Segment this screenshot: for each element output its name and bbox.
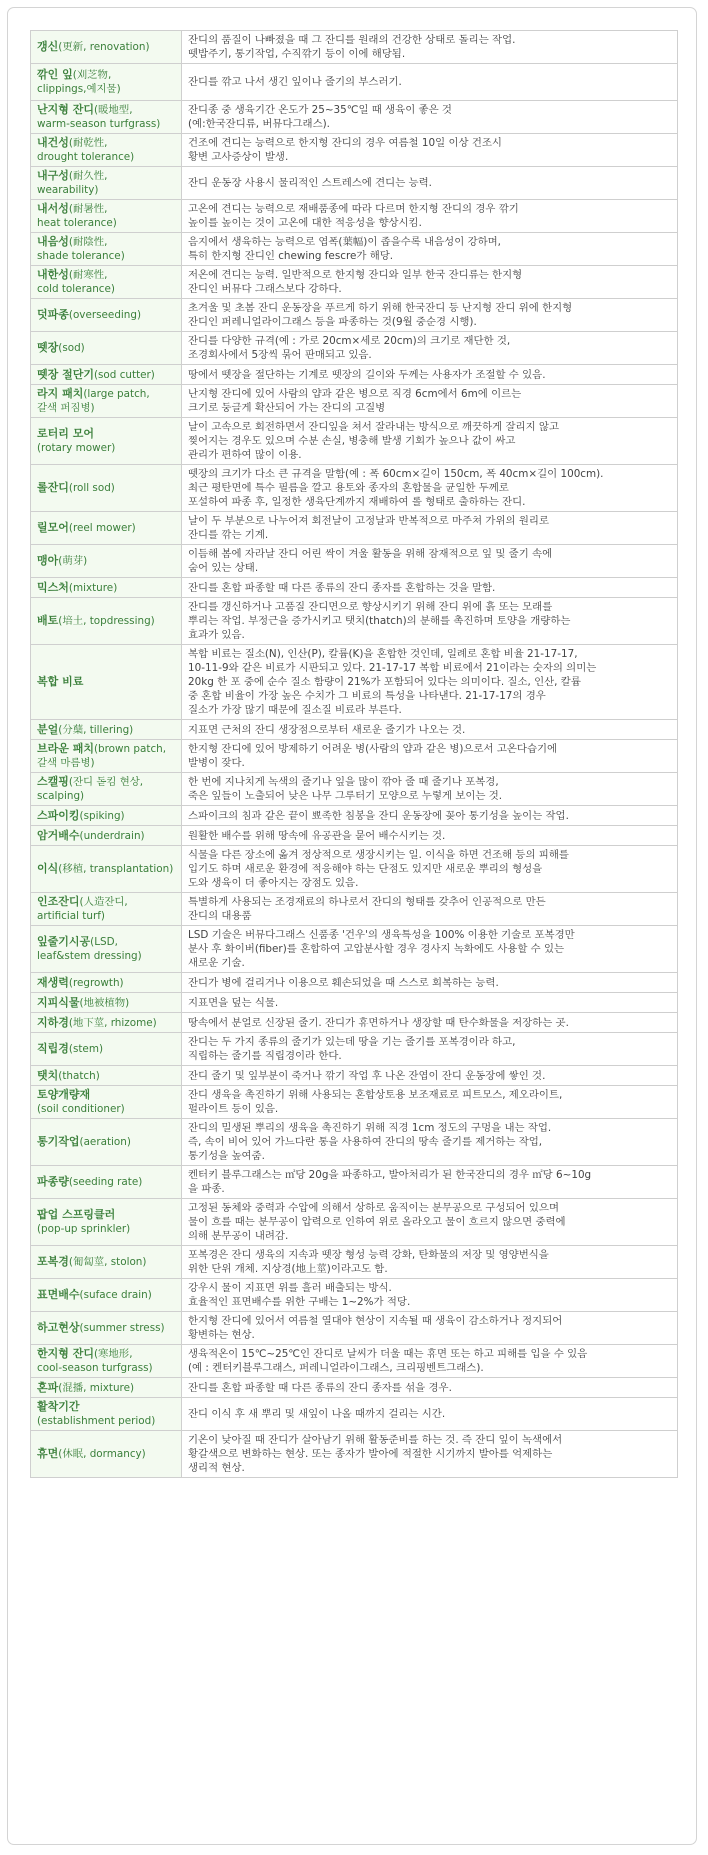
table-row (31, 826, 678, 846)
term-subtitle: (休眠, dormancy) (58, 1448, 146, 1460)
table-row (31, 1279, 678, 1312)
table-row (31, 846, 678, 893)
turf-glossary-table (30, 30, 678, 1478)
term-cell (31, 31, 182, 64)
term-name: 포복경 (37, 1255, 69, 1268)
definition-text: 한 번에 지나치게 녹색의 줄기나 잎을 많이 깎아 줄 때 줄기나 포복경, 죽은 잎들이 노출되어 낮은 나무 그루터기 모양으로 누렇게 보이는 것. (188, 776, 503, 802)
definition-text: 잔디 운동장 사용시 물리적인 스트레스에 견디는 능력. (188, 177, 432, 189)
definition-cell (182, 1086, 678, 1119)
term-name: 뗏장 (37, 341, 59, 354)
table-row (31, 1066, 678, 1086)
term-subtitle: (seeding rate) (68, 1176, 143, 1188)
definition-text: 잔디를 다양한 규격(예 : 가로 20cm×세로 20cm)의 크기로 재단한 것, 조경회사에서 5장씩 묶어 판매되고 있음. (188, 335, 511, 361)
definition-cell (182, 385, 678, 418)
term-name: 재생력 (37, 975, 69, 989)
term-name: 통기작업 (37, 1135, 80, 1148)
definition-cell (182, 101, 678, 134)
definition-cell (182, 740, 678, 773)
definition-text: 식물을 다른 장소에 옮겨 정상적으로 생장시키는 일. 이식을 하면 건조해 등의 피해를 입기도 하며 새로운 환경에 적응해야 하는 단점도 있지만 새로운 뿌리의 형성을 도와 생육이 더 좋아지는 장점도 있음. (188, 849, 569, 889)
term-cell (31, 1086, 182, 1119)
term-cell (31, 806, 182, 826)
table-row (31, 926, 678, 973)
definition-text: 스파이크의 침과 같은 끝이 뾰족한 침봉을 잔디 운동장에 꽂아 통기성을 높이는 작업. (188, 809, 569, 822)
table-row (31, 134, 678, 167)
definition-cell (182, 1246, 678, 1279)
definition-cell (182, 512, 678, 545)
definition-text: 생육적온이 15℃~25℃인 잔디로 날씨가 더울 때는 휴면 또는 하고 피해를 입을 수 있음 (예 : 켄터키블루그래스, 퍼레니얼라이그래스, 크리핑벤트그래스). (188, 1348, 588, 1374)
definition-cell (182, 993, 678, 1013)
term-cell (31, 1013, 182, 1033)
term-subtitle: (地下莖, rhizome) (68, 1016, 157, 1029)
definition-cell (182, 1279, 678, 1312)
term-subtitle: (移植, transplantation) (58, 863, 174, 875)
definition-text: 땅속에서 분얼로 신장된 줄기. 잔디가 휴면하거나 생장할 때 탄수화물을 저장하는 곳. (188, 1016, 569, 1029)
term-name: 로터리 모어 (37, 427, 94, 440)
term-cell (31, 578, 182, 598)
definition-text: 지표면 근처의 잔디 생장점으로부터 새로운 줄기가 나오는 것. (188, 723, 466, 736)
table-row (31, 806, 678, 826)
term-name: 맹아 (37, 554, 59, 567)
definition-text: 난지형 잔디에 있어 사람의 얍과 같은 병으로 직경 6cm에서 6m에 이르는 크기로 둥글게 확산되어 가는 잔디의 고질병 (188, 388, 522, 414)
definition-text: 한지형 잔디에 있어 방제하기 어려운 병(사람의 얍과 같은 병)으로서 고온다습기에 발병이 잦다. (188, 743, 558, 769)
table-row (31, 1312, 678, 1345)
term-cell (31, 545, 182, 578)
definition-cell (182, 64, 678, 101)
term-cell (31, 365, 182, 385)
definition-cell (182, 1166, 678, 1199)
term-cell (31, 973, 182, 993)
definition-cell (182, 578, 678, 598)
term-subtitle: (混播, mixture) (58, 1381, 135, 1394)
definition-text: 이듬해 봄에 자라날 잔디 어린 싹이 겨울 활동을 위해 잠재적으로 잎 및 줄기 속에 숨어 있는 상태. (188, 548, 553, 574)
definition-text: 잔디를 혼합 파종할 때 다른 종류의 잔디 종자를 섞을 경우. (188, 1381, 452, 1394)
term-cell (31, 101, 182, 134)
term-name: 내건성 (37, 136, 69, 149)
term-cell (31, 418, 182, 465)
definition-cell (182, 720, 678, 740)
term-name: 덧파종 (37, 308, 69, 321)
definition-text: 고정된 동체와 중력과 수압에 의해서 상하로 움직이는 분무공으로 구성되어 있으며 물이 흐를 때는 분무공이 압력으로 인하여 위로 올라오고 물이 흐르지 않으면 중력에 의해 분무공이 내려감. (188, 1202, 566, 1242)
table-row (31, 1246, 678, 1279)
term-name: 잎줄기시공 (37, 935, 91, 948)
term-subtitle: (刈芝物, clippings,예지물) (37, 69, 121, 95)
table-row (31, 101, 678, 134)
table-row (31, 893, 678, 926)
term-cell (31, 1166, 182, 1199)
term-subtitle: (reel mower) (68, 522, 136, 534)
term-cell (31, 1398, 182, 1431)
term-cell (31, 993, 182, 1013)
term-name: 지피식물 (37, 995, 80, 1009)
term-subtitle: (更新, renovation) (58, 41, 150, 53)
term-cell (31, 1199, 182, 1246)
term-name: 배토 (37, 614, 59, 627)
term-name: 복합 비료 (37, 675, 84, 688)
definition-cell (182, 545, 678, 578)
term-name: 지하경 (37, 1015, 69, 1029)
table-row (31, 1119, 678, 1166)
definition-cell (182, 926, 678, 973)
term-name: 깎인 잎 (37, 68, 73, 81)
term-cell (31, 826, 182, 846)
term-name: 팝업 스프링클러 (37, 1208, 116, 1221)
term-cell (31, 1246, 182, 1279)
table-row (31, 1345, 678, 1378)
term-cell (31, 1279, 182, 1312)
term-name: 활착기간 (37, 1400, 80, 1413)
term-subtitle: (寒地形, cool-season turfgrass) (37, 1348, 153, 1374)
term-subtitle: (暖地型, warm-season turfgrass) (37, 104, 161, 130)
table-row (31, 465, 678, 512)
table-row (31, 1033, 678, 1066)
term-subtitle: (耐陰性, shade tolerance) (37, 236, 125, 262)
table-row (31, 720, 678, 740)
definition-cell (182, 233, 678, 266)
definition-text: 특별하게 사용되는 조경재료의 하나로서 잔디의 형태를 갖추어 인공적으로 만든 잔디의 대용품 (188, 896, 546, 922)
table-row (31, 385, 678, 418)
definition-text: 뗏장의 크기가 다소 큰 규격을 말함(예 : 폭 60cm×길이 150cm, 폭 40cm×길이 100cm). 최근 평탄면에 특수 필름을 깔고 용토와 종자의 혼합물을 균일한 두께로 포설하여 파종 후, 일정한 생육단계까지 재배하여 롤 형태로 출하하는 잔디. (188, 468, 604, 508)
definition-text: 잔디는 두 가지 종류의 줄기가 있는데 땅을 기는 줄기를 포복경이라 하고, 직립하는 줄기를 직립경이라 한다. (188, 1036, 516, 1062)
term-name: 이식 (37, 862, 59, 875)
definition-cell (182, 1345, 678, 1378)
definition-text: 잔디를 갱신하거나 고품질 잔디면으로 향상시키기 위해 잔디 위에 흙 또는 모래를 뿌리는 작업. 부정근을 증가시키고 탯치(thatch)의 분해를 촉진하며 토양을 개량하는 효과가 있음. (188, 601, 571, 641)
definition-text: 한지형 잔디에 있어서 여름철 열대야 현상이 지속될 때 생육이 감소하거나 정지되어 황변하는 현상. (188, 1315, 563, 1341)
table-row (31, 598, 678, 645)
term-subtitle: (萌芽) (58, 555, 88, 567)
term-cell (31, 266, 182, 299)
term-cell (31, 134, 182, 167)
term-subtitle: (underdrain) (79, 829, 145, 842)
term-subtitle: (overseeding) (68, 309, 142, 321)
definition-text: 잔디종 중 생육기간 온도가 25~35℃일 때 생육이 좋은 것 (예:한국잔디류, 버뮤다그래스). (188, 104, 452, 130)
term-subtitle: (培土, topdressing) (58, 615, 155, 627)
definition-cell (182, 1378, 678, 1398)
table-row (31, 578, 678, 598)
definition-text: 고온에 견디는 능력으로 재배품종에 따라 다르며 한지형 잔디의 경우 깎기 높이를 높이는 것이 고온에 대한 적응성을 향상시킴. (188, 203, 519, 229)
term-name: 라지 패치 (37, 387, 84, 400)
table-row (31, 973, 678, 993)
term-name: 내서성 (37, 202, 69, 215)
definition-cell (182, 418, 678, 465)
term-name: 뗏장 절단기 (37, 367, 94, 381)
definition-cell (182, 299, 678, 332)
table-row (31, 266, 678, 299)
definition-cell (182, 806, 678, 826)
term-subtitle: (rotary mower) (37, 442, 116, 454)
table-row (31, 1398, 678, 1431)
term-cell (31, 1312, 182, 1345)
term-subtitle: (耐暑性, heat tolerance) (37, 203, 117, 229)
term-name: 직립경 (37, 1042, 69, 1055)
table-row (31, 645, 678, 720)
term-cell (31, 64, 182, 101)
term-subtitle: (分蘖, tillering) (58, 723, 134, 736)
term-name: 스파이킹 (37, 808, 80, 822)
definition-text: 잔디 줄기 및 잎부분이 죽거나 깎기 작업 후 나온 잔엽이 잔디 운동장에 쌓인 것. (188, 1069, 546, 1082)
table-row (31, 1086, 678, 1119)
definition-text: 날이 두 부분으로 나누어져 회전날이 고정날과 반복적으로 마주쳐 가위의 원리로 잔디를 깎는 기계. (188, 515, 549, 541)
definition-text: 음지에서 생육하는 능력으로 엽폭(葉幅)이 좁을수록 내음성이 강하며, 특히 한지형 잔디인 chewing fescre가 해당. (188, 236, 501, 262)
table-row (31, 512, 678, 545)
term-subtitle: (sod) (58, 342, 85, 354)
table-row (31, 233, 678, 266)
term-name: 분얼 (37, 722, 59, 736)
term-name: 믹스처 (37, 580, 69, 594)
term-name: 표면배수 (37, 1288, 80, 1301)
term-subtitle: (suface drain) (79, 1289, 152, 1301)
table-row (31, 418, 678, 465)
definition-cell (182, 645, 678, 720)
definition-cell (182, 1119, 678, 1166)
definition-text: 잔디를 혼합 파종할 때 다른 종류의 잔디 종자를 혼합하는 것을 말함. (188, 581, 496, 594)
term-name: 탯치 (37, 1068, 59, 1082)
table-row (31, 1166, 678, 1199)
term-cell (31, 1378, 182, 1398)
term-cell (31, 846, 182, 893)
term-subtitle: (地被植物) (79, 996, 130, 1009)
definition-text: 날이 고속으로 회전하면서 잔디잎을 쳐서 잘라내는 방식으로 깨끗하게 잘리지 않고 찢어지는 경우도 있으며 수분 손실, 병충해 발생 기회가 높으나 값이 싸고 관리가 편하여 많이 이용. (188, 421, 559, 461)
definition-cell (182, 598, 678, 645)
table-row (31, 1013, 678, 1033)
definition-cell (182, 773, 678, 806)
definition-cell (182, 365, 678, 385)
definition-text: 원활한 배수를 위해 땅속에 유공관을 묻어 배수시키는 것. (188, 829, 446, 842)
term-cell (31, 465, 182, 512)
term-cell (31, 893, 182, 926)
term-name: 내음성 (37, 235, 69, 248)
term-name: 한지형 잔디 (37, 1347, 94, 1360)
term-name: 난지형 잔디 (37, 103, 94, 116)
term-cell (31, 740, 182, 773)
definition-cell (182, 1398, 678, 1431)
term-cell (31, 720, 182, 740)
table-row (31, 31, 678, 64)
definition-cell (182, 134, 678, 167)
table-row (31, 299, 678, 332)
table-row (31, 1199, 678, 1246)
table-row (31, 740, 678, 773)
table-row (31, 167, 678, 200)
definition-cell (182, 973, 678, 993)
definition-cell (182, 1066, 678, 1086)
term-cell (31, 385, 182, 418)
table-row (31, 332, 678, 365)
term-cell (31, 299, 182, 332)
term-subtitle: (耐寒性, cold tolerance) (37, 269, 115, 295)
term-cell (31, 773, 182, 806)
term-cell (31, 1033, 182, 1066)
definition-cell (182, 200, 678, 233)
term-cell (31, 233, 182, 266)
term-subtitle: (soil conditioner) (37, 1103, 125, 1115)
table-row (31, 993, 678, 1013)
term-cell (31, 1119, 182, 1166)
term-name: 인조잔디 (37, 895, 80, 908)
definition-cell (182, 826, 678, 846)
definition-text: 건조에 견디는 능력으로 한지형 잔디의 경우 여름철 10일 이상 건조시 황변 고사증상이 발생. (188, 137, 502, 163)
term-name: 내한성 (37, 268, 69, 281)
term-subtitle: (匍匐莖, stolon) (68, 1256, 147, 1268)
term-name: 휴면 (37, 1447, 59, 1460)
term-name: 스캘핑 (37, 775, 69, 788)
term-cell (31, 1066, 182, 1086)
definition-cell (182, 266, 678, 299)
table-row (31, 1378, 678, 1398)
table-row (31, 545, 678, 578)
term-name: 하고현상 (37, 1321, 80, 1334)
term-cell (31, 598, 182, 645)
definition-cell (182, 332, 678, 365)
table-row (31, 1431, 678, 1478)
term-subtitle: (establishment period) (37, 1415, 156, 1427)
definition-text: 잔디가 병에 걸리거나 이용으로 훼손되었을 때 스스로 회복하는 능력. (188, 976, 499, 989)
term-subtitle: (brown patch, 갈색 마름병) (37, 743, 167, 769)
definition-text: 잔디 이식 후 새 뿌리 및 새잎이 나올 때까지 걸리는 시간. (188, 1408, 446, 1420)
term-cell (31, 167, 182, 200)
definition-cell (182, 31, 678, 64)
term-cell (31, 926, 182, 973)
term-name: 토양개량재 (37, 1088, 91, 1101)
definition-text: 잔디의 품질이 나빠졌을 때 그 잔디를 원래의 건강한 상태로 돌리는 작업. 뗏밥주기, 통기작업, 수직깎기 등이 이에 해당됨. (188, 34, 516, 60)
term-cell (31, 645, 182, 720)
term-subtitle: (sod cutter) (93, 368, 155, 381)
definition-text: 복합 비료는 질소(N), 인산(P), 칼륨(K)을 혼합한 것인데, 일례로 혼합 비율 21-17-17, 10-11-9와 같은 비료가 시판되고 있다. 21-17-17 복합 비료에서 21이라는 숫자의 의미는 20kg 한 포 중에 순수 질소 함량이 21%가 포함되어 있다는 의미이다. 질소, 인산, 칼륨 중 혼합 비율이 가장 높은 수치가 그 비료의 특성을 나타낸다. 21-17-17의 경우 질소가 가장 많기 때문에 질소질 비료라 부른다. (188, 648, 597, 716)
definition-text: 잔디 생육을 촉진하기 위해 사용되는 혼합상토용 보조재료로 피트모스, 제오라이트, 펄라이트 등이 있음. (188, 1089, 563, 1115)
term-subtitle: (regrowth) (68, 976, 124, 989)
term-cell (31, 512, 182, 545)
term-subtitle: (summer stress) (79, 1322, 165, 1334)
term-subtitle: (spiking) (79, 809, 125, 822)
term-cell (31, 1345, 182, 1378)
definition-cell (182, 846, 678, 893)
definition-cell (182, 1199, 678, 1246)
term-subtitle: (人造잔디, artificial turf) (37, 896, 128, 922)
term-name: 릴모어 (37, 521, 69, 534)
definition-cell (182, 1431, 678, 1478)
term-name: 롤잔디 (37, 481, 69, 494)
term-name: 내구성 (37, 169, 69, 182)
term-name: 갱신 (37, 40, 59, 53)
definition-text: 켄터키 블루그래스는 ㎡당 20g을 파종하고, 발아처리가 된 한국잔디의 경우 ㎡당 6~10g 을 파종. (188, 1169, 592, 1195)
definition-cell (182, 167, 678, 200)
table-row (31, 365, 678, 385)
term-subtitle: (잔디 돋킴 현상, scalping) (37, 776, 144, 802)
term-subtitle: (耐久性, wearability) (37, 170, 108, 196)
definition-cell (182, 1013, 678, 1033)
glossary-body (31, 31, 678, 1478)
term-name: 브라운 패치 (37, 742, 94, 755)
table-row (31, 773, 678, 806)
definition-text: 지표면을 덮는 식물. (188, 996, 279, 1009)
term-name: 암거배수 (37, 828, 80, 842)
table-row (31, 200, 678, 233)
definition-cell (182, 893, 678, 926)
term-subtitle: (roll sod) (68, 482, 115, 494)
definition-text: 강우시 물이 지표면 위를 흘러 배출되는 방식. 효율적인 표면배수를 위한 구배는 1~2%가 적당. (188, 1282, 411, 1308)
definition-text: 저온에 견디는 능력. 일반적으로 한지형 잔디와 일부 한국 잔디류는 한지형 잔디인 버뮤다 그래스보다 강하다. (188, 269, 523, 295)
definition-text: LSD 기술은 버뮤다그래스 신품종 '건우'의 생육특성을 100% 이용한 기술로 포복경만 분사 후 화이버(fiber)를 혼합하여 고압분사할 경우 경사지 녹화에도 사용할 수 있는 새로운 기술. (188, 929, 575, 969)
term-subtitle: (stem) (68, 1043, 104, 1055)
definition-text: 잔디의 밀생된 뿌리의 생육을 촉진하기 위해 직경 1cm 정도의 구멍을 내는 작업. 즉, 속이 비어 있어 가느다란 통을 사용하여 잔디의 땅속 줄기를 제거하는 작업, 통기성을 높여줌. (188, 1122, 552, 1162)
table-row (31, 64, 678, 101)
definition-text: 초겨울 및 초봄 잔디 운동장을 푸르게 하기 위해 한국잔디 등 난지형 잔디 위에 한지형 잔디인 퍼레니얼라이그래스 등을 파종하는 것(9월 중순경 시행). (188, 302, 573, 328)
term-subtitle: (mixture) (68, 581, 118, 594)
definition-text: 잔디를 깎고 나서 생긴 잎이나 줄기의 부스러기. (188, 76, 402, 88)
term-subtitle: (耐乾性, drought tolerance) (37, 137, 135, 163)
definition-text: 기온이 낮아질 때 잔디가 살아남기 위해 활동준비를 하는 것. 즉 잔디 잎이 녹색에서 황갈색으로 변화하는 현상. 또는 종자가 발아에 적절한 시기까지 발아를 억제하는 생리적 현상. (188, 1434, 563, 1474)
term-cell (31, 1431, 182, 1478)
term-name: 파종량 (37, 1175, 69, 1188)
definition-cell (182, 1033, 678, 1066)
definition-cell (182, 465, 678, 512)
term-subtitle: (thatch) (58, 1069, 100, 1082)
term-subtitle: (LSD, leaf&stem dressing) (37, 936, 142, 962)
definition-text: 땅에서 뗏장을 절단하는 기계로 뗏장의 길이와 두께는 사용자가 조절할 수 있음. (188, 368, 546, 381)
term-cell (31, 200, 182, 233)
term-cell (31, 332, 182, 365)
term-subtitle: (pop-up sprinkler) (37, 1223, 131, 1235)
term-name: 혼파 (37, 1380, 59, 1394)
definition-text: 포복경은 잔디 생육의 지속과 뗏장 형성 능력 강화, 탄화물의 저장 및 영양번식을 위한 단위 개체. 지상경(地上莖)이라고도 함. (188, 1249, 549, 1275)
definition-cell (182, 1312, 678, 1345)
term-subtitle: (large patch, 갈색 퍼짐병) (37, 388, 150, 414)
term-subtitle: (aeration) (79, 1136, 131, 1148)
